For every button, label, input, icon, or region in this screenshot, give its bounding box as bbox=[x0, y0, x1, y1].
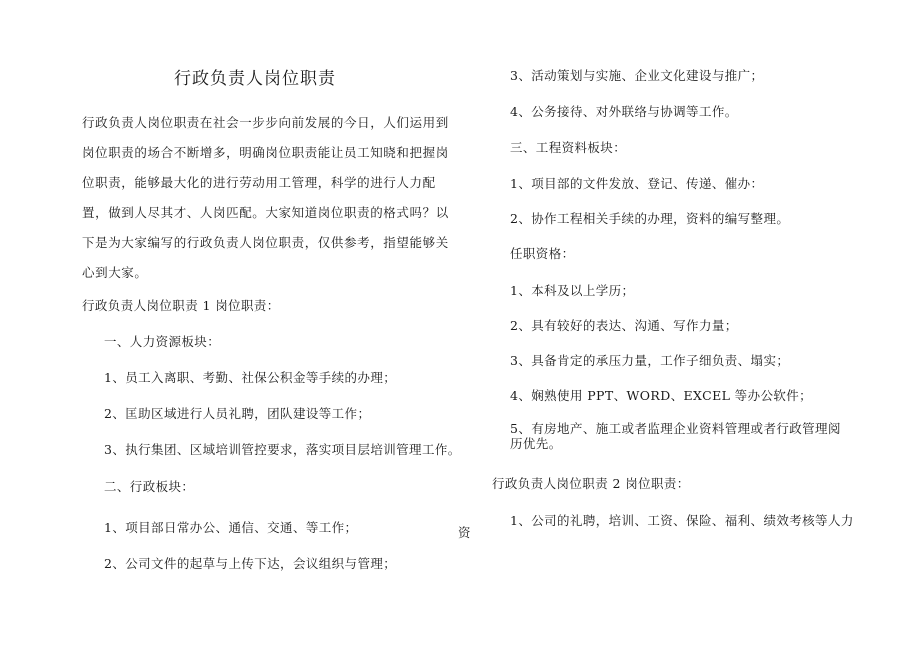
list-item: 1、员工入离职、考勤、社保公积金等手续的办理； bbox=[104, 370, 397, 385]
list-item: 1、本科及以上学历； bbox=[510, 283, 635, 298]
subheading-qualifications: 任职资格： bbox=[510, 246, 575, 261]
list-item: 2、协作工程相关手续的办理，资料的编写整理。 bbox=[510, 211, 790, 226]
subheading-engineering: 三、工程资料板块： bbox=[510, 140, 627, 155]
subheading-admin: 二、行政板块： bbox=[104, 479, 195, 494]
subheading-hr: 一、人力资源板块： bbox=[104, 334, 221, 349]
list-item: 3、执行集团、区域培训管控要求，落实项目层培训管理工作。 bbox=[104, 442, 461, 457]
list-item: 4、娴熟使用 PPT、WORD、EXCEL 等办公软件； bbox=[510, 388, 813, 403]
intro-paragraph: 行政负责人岗位职责在社会一步步向前发展的今日，人们运用到岗位职责的场合不断增多，明确岗位职责能让员工知晓和把握岗位职责，能够最大化的进行劳动用工管理，科学的进行人力配置，做到人尽其才、人岗匹配。大家知道岗位职责的格式吗？以下是为大家编写的行政负责人岗位职责，仅供参考，指望能够关心到大家。 bbox=[82, 115, 449, 280]
list-item: 4、公务接待、对外联络与协调等工作。 bbox=[510, 104, 738, 119]
list-item: 1、项目部日常办公、通信、交通、等工作； bbox=[104, 520, 358, 535]
list-item: 1、项目部的文件发放、登记、传递、催办： bbox=[510, 176, 764, 191]
section-heading-job2: 行政负责人岗位职责 2 岗位职责： bbox=[492, 476, 690, 491]
stray-character: 资 bbox=[458, 525, 471, 540]
document-title: 行政负责人岗位职责 bbox=[174, 69, 336, 89]
list-item: 2、公司文件的起草与上传下达，会议组织与管理； bbox=[104, 556, 397, 571]
list-item: 1、公司的礼聘，培训、工资、保险、福利、绩效考核等人力 bbox=[510, 513, 854, 528]
list-item: 3、活动策划与实施、企业文化建设与推广； bbox=[510, 68, 764, 83]
section-heading-job1: 行政负责人岗位职责 1 岗位职责： bbox=[82, 298, 280, 313]
list-item: 3、具备肯定的承压力量，工作子细负责、塌实； bbox=[510, 353, 790, 368]
list-item: 5、有房地产、施工或者监理企业资料管理或者行政管理阅历优先。 bbox=[510, 421, 841, 451]
list-item: 2、匡助区域进行人员礼聘，团队建设等工作； bbox=[104, 406, 371, 421]
list-item: 2、具有较好的表达、沟通、写作力量； bbox=[510, 318, 738, 333]
